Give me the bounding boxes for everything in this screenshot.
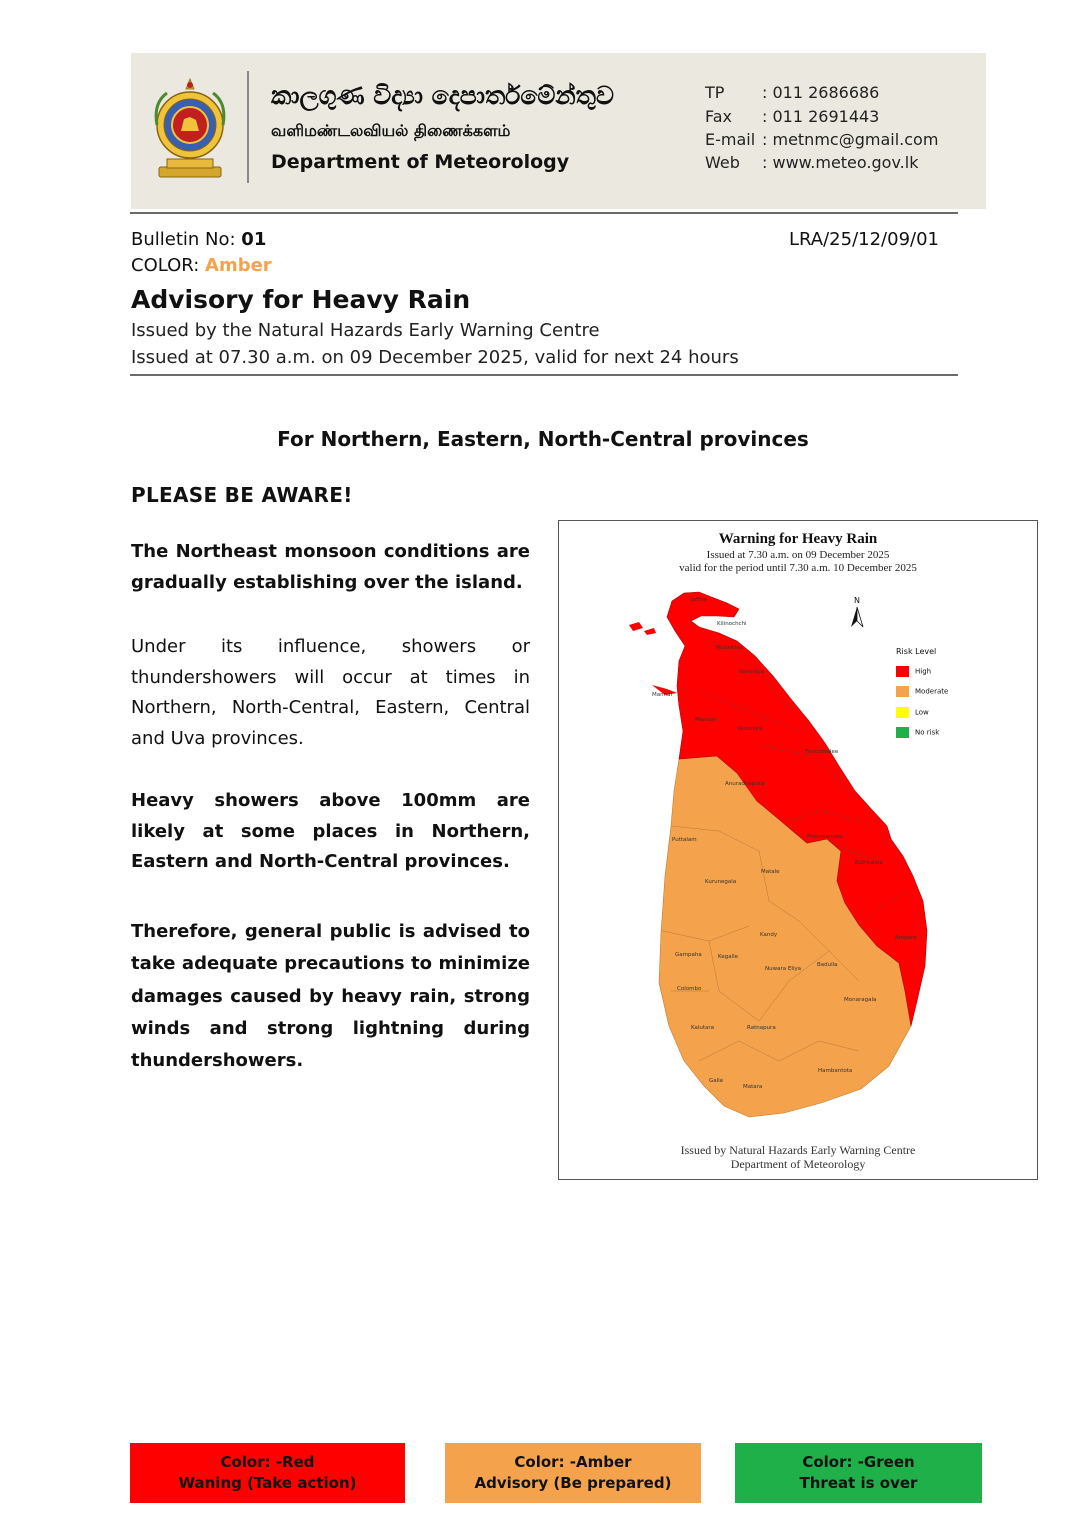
district-label: Batticaloa [855, 860, 883, 866]
contact-value: : 011 2691443 [762, 107, 880, 126]
bulletin-number [131, 229, 266, 250]
district-label: Nuwara Eliya [765, 966, 802, 972]
color-key-amber-meaning: Advisory (Be prepared) [474, 1474, 672, 1492]
bulletin-number-value: 01 [241, 229, 267, 250]
contact-label: Web [705, 153, 740, 172]
map-subtitle-valid: valid for the period until 7.30 a.m. 10 December 2025 [679, 562, 917, 574]
legend-swatch [896, 666, 909, 677]
color-key-red [130, 1443, 405, 1503]
color-key-red-meaning: Waning (Take action) [178, 1474, 357, 1492]
color-key-green-meaning: Threat is over [799, 1474, 918, 1492]
bulletin-color-label: COLOR: [131, 255, 206, 276]
color-key-green-title: Color: -Green [802, 1453, 915, 1471]
bulletin-color-value: Amber [205, 255, 272, 276]
district-label: Vavuniya [737, 726, 763, 732]
north-label: N [854, 596, 860, 605]
legend-label: Low [915, 708, 929, 717]
contact-fax [705, 107, 879, 126]
department-name-sinhala: කාලගුණ විද්‍යා දෙපාර්තමේන්තුව [271, 81, 614, 110]
map-subtitle-issued: Issued at 7.30 a.m. on 09 December 2025 [706, 549, 890, 561]
contact-value[interactable]: : metnmc@gmail.com [762, 130, 939, 149]
advisory-title: Advisory for Heavy Rain [131, 285, 471, 314]
provinces-heading: For Northern, Eastern, North-Central provinces [277, 427, 809, 451]
aware-heading: PLEASE BE AWARE! [131, 483, 353, 507]
bulletin-color [131, 255, 272, 276]
legend-label: No risk [915, 728, 940, 737]
district-label: Puttalam [672, 837, 697, 843]
district-label: Jaffna [691, 597, 707, 603]
district-label: Badulla [817, 962, 838, 968]
district-label: Trincomalee [805, 749, 839, 755]
letterhead [131, 53, 986, 209]
north-arrow-icon [851, 596, 863, 627]
paragraph-precautions: Therefore, general public is advised to take adequate precautions to minimize damages caused by heavy rain, strong winds and strong lightning during thundershowers. [131, 921, 530, 1072]
sri-lanka-map [559, 521, 1037, 1179]
paragraph-monsoon: The Northeast monsoon conditions are gradually establishing over the island. [131, 541, 530, 593]
legend-label: High [915, 667, 932, 676]
legend-title: Risk Level [896, 647, 937, 656]
legend-item-moderate [896, 686, 948, 697]
district-label: Kalutara [691, 1025, 715, 1031]
district-label: Vavuniya [739, 669, 765, 675]
legend-item-low [896, 707, 929, 718]
contact-email [705, 130, 938, 149]
paragraph-showers: Under its influence, showers or thundershowers will occur at times in Northern, North-Central, Eastern, Central and Uva provinces. [131, 636, 530, 749]
district-label: Anuradhapura [725, 781, 765, 787]
district-label: Hambantota [818, 1068, 853, 1074]
header-rule [130, 212, 958, 214]
color-key-red-title: Color: -Red [220, 1453, 315, 1471]
risk-map [558, 520, 1038, 1180]
paragraph-heavy-showers: Heavy showers above 100mm are likely at some places in Northern, Eastern and North-Central provinces. [131, 790, 530, 872]
legend-item-no-risk [896, 727, 939, 738]
map-footer-department: Department of Meteorology [730, 1157, 866, 1171]
contact-label: Fax [705, 107, 733, 126]
district-label: Mullaitivu [716, 645, 743, 651]
department-name-english: Department of Meteorology [271, 151, 570, 173]
district-label: Colombo [677, 986, 702, 992]
district-label: Polonnaruwa [807, 834, 843, 840]
contact-value[interactable]: : www.meteo.gov.lk [762, 153, 919, 172]
contact-phone [705, 83, 879, 102]
bulletin-number-label: Bulletin No: [131, 229, 242, 250]
header-divider [247, 71, 249, 183]
national-emblem-icon [153, 73, 227, 181]
department-name-tamil: வளிமண்டலவியல் திணைக்களம் [271, 121, 511, 140]
district-label: Matara [743, 1084, 763, 1090]
district-label: Kilinochchi [717, 621, 747, 627]
district-label: Mannar [652, 692, 673, 698]
contact-label: TP [705, 83, 725, 102]
color-key-amber-title: Color: -Amber [514, 1453, 632, 1471]
color-key-green [735, 1443, 982, 1503]
legend-swatch [896, 707, 909, 718]
legend-item-high [896, 666, 931, 677]
legend-label: Moderate [915, 687, 949, 696]
district-label: Ampara [895, 935, 917, 941]
map-title: Warning for Heavy Rain [718, 531, 878, 547]
contact-value: : 011 2686686 [762, 83, 880, 102]
district-label: Galle [709, 1078, 724, 1084]
district-label: Monaragala [844, 997, 877, 1003]
issued-at: Issued at 07.30 a.m. on 09 December 2025, valid for next 24 hours [131, 347, 739, 368]
district-label: Mannar [695, 717, 716, 723]
district-label: Gampaha [675, 952, 702, 958]
contact-web [705, 153, 918, 172]
district-label: Kegalle [718, 954, 739, 960]
map-footer-centre: Issued by Natural Hazards Early Warning Centre [680, 1143, 916, 1157]
legend-swatch [896, 686, 909, 697]
issued-by: Issued by the Natural Hazards Early Warning Centre [131, 320, 600, 341]
district-label: Kandy [760, 932, 778, 938]
color-key-amber [445, 1443, 701, 1503]
contact-label: E-mail [705, 130, 756, 149]
map-island [644, 628, 656, 635]
map-island [629, 622, 643, 631]
bulletin-reference: LRA/25/12/09/01 [789, 229, 939, 250]
title-rule [130, 374, 958, 376]
district-label: Kurunegala [705, 879, 737, 885]
legend-swatch [896, 727, 909, 738]
district-label: Ratnapura [747, 1025, 776, 1031]
district-label: Matale [761, 869, 780, 875]
